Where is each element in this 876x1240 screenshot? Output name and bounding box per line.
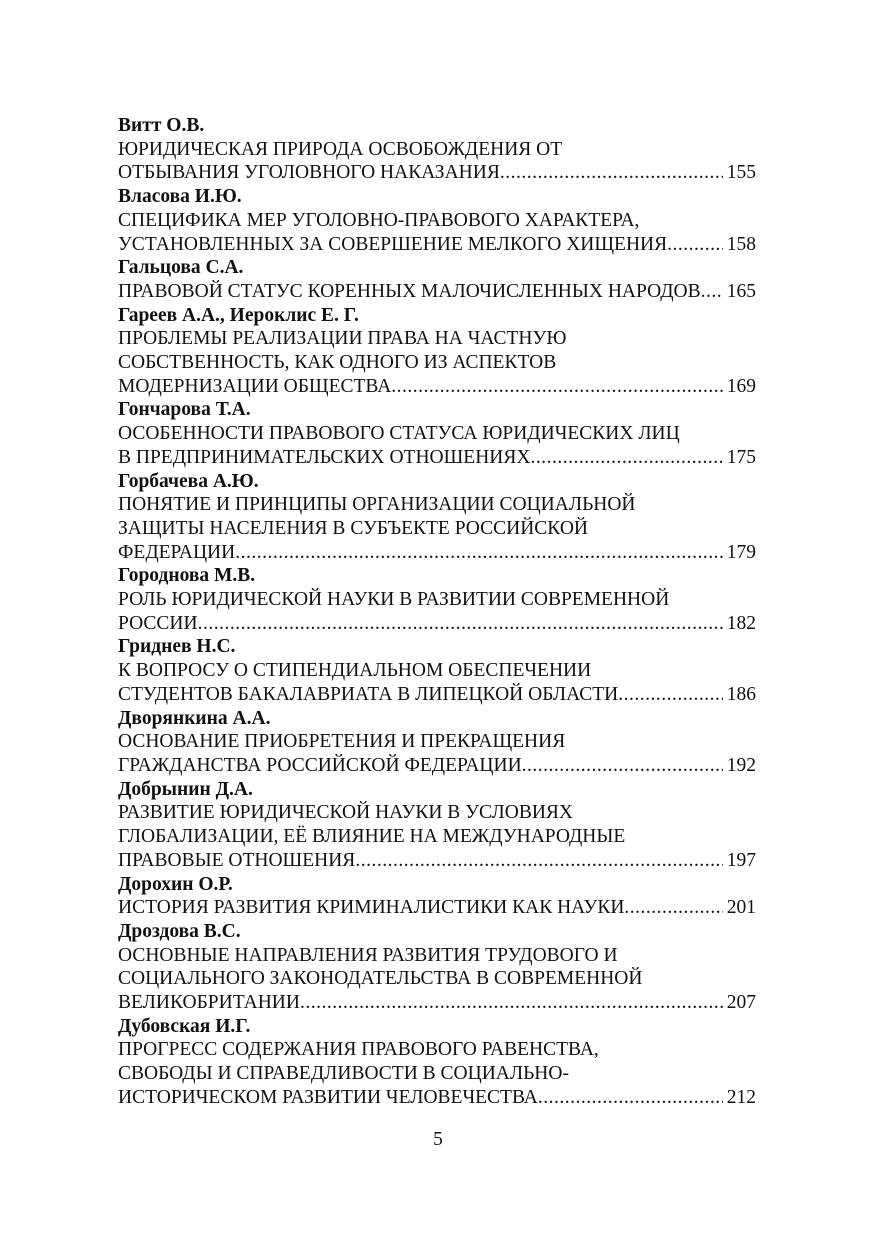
entry-title-line: РАЗВИТИЕ ЮРИДИЧЕСКОЙ НАУКИ В УСЛОВИЯХ bbox=[118, 802, 574, 824]
entry-title-line: ОТБЫВАНИЯ УГОЛОВНОГО НАКАЗАНИЯ bbox=[118, 162, 500, 184]
entry-page-number: 197 bbox=[726, 849, 756, 871]
dot-leader bbox=[235, 541, 723, 565]
entry-page-number: 169 bbox=[726, 375, 756, 397]
entry-title-line: ПОНЯТИЕ И ПРИНЦИПЫ ОРГАНИЗАЦИИ СОЦИАЛЬНОЙ bbox=[118, 494, 636, 516]
toc-entry bbox=[118, 185, 756, 256]
entry-title-line-with-page bbox=[118, 446, 756, 470]
entry-title-line: ИСТОРИЧЕСКОМ РАЗВИТИИ ЧЕЛОВЕЧЕСТВА bbox=[118, 1086, 538, 1108]
entry-title-line-with-page bbox=[118, 754, 756, 778]
toc-entry bbox=[118, 398, 756, 469]
entry-title-line-with-page bbox=[118, 991, 756, 1015]
dot-leader bbox=[624, 896, 722, 920]
entry-title-line-with-page bbox=[118, 541, 756, 565]
entry-title-line: СТУДЕНТОВ БАКАЛАВРИАТА В ЛИПЕЦКОЙ ОБЛАСТИ bbox=[118, 683, 619, 705]
entry-page-number: 186 bbox=[726, 683, 756, 705]
entry-author: Дорохин О.Р. bbox=[118, 873, 233, 895]
entry-title-line: ВЕЛИКОБРИТАНИИ bbox=[118, 992, 300, 1014]
entry-title-line: МОДЕРНИЗАЦИИ ОБЩЕСТВА bbox=[118, 375, 392, 397]
page-number: 5 bbox=[433, 1129, 443, 1150]
dot-leader bbox=[355, 849, 722, 873]
dot-leader bbox=[500, 161, 723, 185]
entry-title-line: СПЕЦИФИКА МЕР УГОЛОВНО-ПРАВОВОГО ХАРАКТЕРА, bbox=[118, 209, 640, 231]
entry-page-number: 192 bbox=[726, 754, 756, 776]
entry-title-line: РОССИИ bbox=[118, 612, 198, 634]
entry-title-line: ОСОБЕННОСТИ ПРАВОВОГО СТАТУСА ЮРИДИЧЕСКИХ ЛИЦ bbox=[118, 423, 680, 445]
entry-title-line: К ВОПРОСУ О СТИПЕНДИАЛЬНОМ ОБЕСПЕЧЕНИИ bbox=[118, 660, 592, 682]
entry-title-line: СВОБОДЫ И СПРАВЕДЛИВОСТИ В СОЦИАЛЬНО- bbox=[118, 1063, 569, 1085]
toc-entry bbox=[118, 1015, 756, 1110]
toc-entry bbox=[118, 778, 756, 873]
entry-title-line: ПРОГРЕСС СОДЕРЖАНИЯ ПРАВОВОГО РАВЕНСТВА, bbox=[118, 1039, 599, 1061]
entry-page-number: 207 bbox=[726, 992, 756, 1014]
table-of-contents bbox=[118, 114, 756, 1110]
entry-author: Гальцова С.А. bbox=[118, 257, 244, 279]
entry-title-line: ФЕДЕРАЦИИ bbox=[118, 541, 236, 563]
entry-author: Гриднев Н.С. bbox=[118, 636, 236, 658]
toc-entry bbox=[118, 256, 756, 303]
entry-page-number: 175 bbox=[726, 446, 756, 468]
entry-title-line: УСТАНОВЛЕННЫХ ЗА СОВЕРШЕНИЕ МЕЛКОГО ХИЩЕНИЯ bbox=[118, 233, 668, 255]
entry-title-line: ОСНОВНЫЕ НАПРАВЛЕНИЯ РАЗВИТИЯ ТРУДОВОГО И bbox=[118, 944, 618, 966]
toc-entry bbox=[118, 635, 756, 706]
toc-entry bbox=[118, 707, 756, 778]
entry-title-line-with-page bbox=[118, 280, 756, 304]
dot-leader bbox=[667, 233, 723, 257]
entry-author: Гареев А.А., Иероклис Е. Г. bbox=[118, 304, 359, 326]
entry-title-line: СОБСТВЕННОСТЬ, КАК ОДНОГО ИЗ АСПЕКТОВ bbox=[118, 352, 557, 374]
entry-author: Дубовская И.Г. bbox=[118, 1015, 251, 1037]
entry-title-line: ЮРИДИЧЕСКАЯ ПРИРОДА ОСВОБОЖДЕНИЯ ОТ bbox=[118, 138, 563, 160]
entry-title-line-with-page bbox=[118, 849, 756, 873]
entry-title-line: РОЛЬ ЮРИДИЧЕСКОЙ НАУКИ В РАЗВИТИИ СОВРЕМЕННОЙ bbox=[118, 589, 670, 611]
entry-title-line: ПРОБЛЕМЫ РЕАЛИЗАЦИИ ПРАВА НА ЧАСТНУЮ bbox=[118, 328, 567, 350]
toc-entry bbox=[118, 304, 756, 399]
dot-leader bbox=[300, 991, 723, 1015]
dot-leader bbox=[391, 375, 722, 399]
entry-page-number: 201 bbox=[726, 897, 756, 919]
toc-entry bbox=[118, 920, 756, 1015]
dot-leader bbox=[522, 754, 723, 778]
dot-leader bbox=[701, 280, 723, 304]
dot-leader bbox=[538, 1086, 723, 1110]
toc-entry bbox=[118, 470, 756, 565]
dot-leader bbox=[618, 683, 723, 707]
entry-title-line-with-page bbox=[118, 233, 756, 257]
toc-entry bbox=[118, 873, 756, 920]
entry-title-line-with-page bbox=[118, 896, 756, 920]
entry-title-line-with-page bbox=[118, 612, 756, 636]
entry-author: Городнова М.В. bbox=[118, 565, 256, 587]
entry-page-number: 158 bbox=[726, 233, 756, 255]
entry-title-line-with-page bbox=[118, 1086, 756, 1110]
entry-author: Дроздова В.С. bbox=[118, 920, 241, 942]
entry-author: Власова И.Ю. bbox=[118, 186, 242, 208]
entry-author: Горбачева А.Ю. bbox=[118, 470, 259, 492]
entry-page-number: 179 bbox=[726, 541, 756, 563]
entry-author: Дворянкина А.А. bbox=[118, 707, 271, 729]
entry-title-line: ПРАВОВОЙ СТАТУС КОРЕННЫХ МАЛОЧИСЛЕННЫХ НАРОДОВ bbox=[118, 280, 701, 302]
toc-entry bbox=[118, 564, 756, 635]
dot-leader bbox=[198, 612, 723, 636]
toc-entry bbox=[118, 114, 756, 185]
entry-title-line-with-page bbox=[118, 683, 756, 707]
entry-page-number: 165 bbox=[726, 280, 756, 302]
entry-author: Гончарова Т.А. bbox=[118, 399, 251, 421]
entry-title-line-with-page bbox=[118, 161, 756, 185]
entry-title-line: ПРАВОВЫЕ ОТНОШЕНИЯ bbox=[118, 849, 356, 871]
dot-leader bbox=[530, 446, 722, 470]
entry-author: Добрынин Д.А. bbox=[118, 778, 253, 800]
entry-author: Витт О.В. bbox=[118, 115, 205, 136]
entry-page-number: 155 bbox=[726, 162, 756, 184]
entry-title-line: ИСТОРИЯ РАЗВИТИЯ КРИМИНАЛИСТИКИ КАК НАУКИ bbox=[118, 897, 625, 919]
entry-title-line: ЗАЩИТЫ НАСЕЛЕНИЯ В СУБЪЕКТЕ РОССИЙСКОЙ bbox=[118, 517, 588, 539]
entry-title-line-with-page bbox=[118, 375, 756, 399]
entry-page-number: 212 bbox=[726, 1086, 756, 1108]
entry-page-number: 182 bbox=[726, 612, 756, 634]
entry-title-line: ОСНОВАНИЕ ПРИОБРЕТЕНИЯ И ПРЕКРАЩЕНИЯ bbox=[118, 731, 566, 753]
entry-title-line: СОЦИАЛЬНОГО ЗАКОНОДАТЕЛЬСТВА В СОВРЕМЕННОЙ bbox=[118, 968, 643, 990]
entry-title-line: ГРАЖДАНСТВА РОССИЙСКОЙ ФЕДЕРАЦИИ bbox=[118, 754, 522, 776]
entry-title-line: В ПРЕДПРИНИМАТЕЛЬСКИХ ОТНОШЕНИЯХ bbox=[118, 446, 531, 468]
entry-title-line: ГЛОБАЛИЗАЦИИ, ЕЁ ВЛИЯНИЕ НА МЕЖДУНАРОДНЫЕ bbox=[118, 826, 626, 848]
